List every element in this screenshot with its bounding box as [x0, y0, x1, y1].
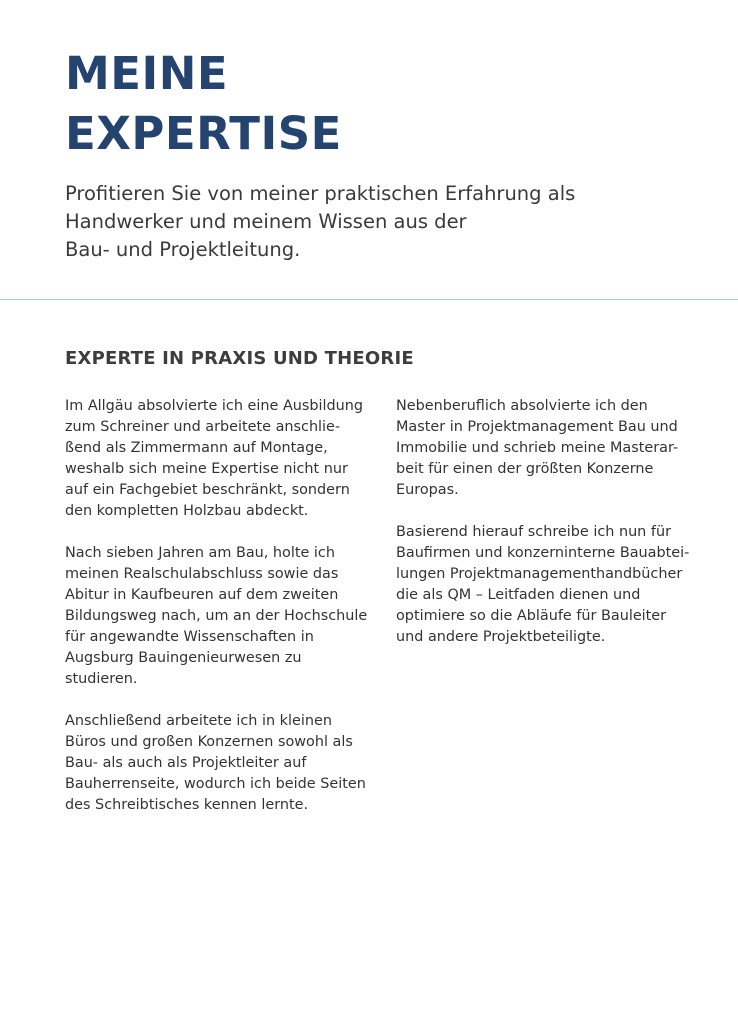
page-title-line: EXPERTISE — [65, 107, 342, 160]
text-line: Basierend hierauf schreibe ich nun für — [396, 524, 671, 540]
text-line: Master in Projektmanagement Bau und — [396, 419, 678, 435]
paragraph — [65, 711, 380, 816]
text-line: Bauherrenseite, wodurch ich beide Seiten — [65, 776, 366, 792]
text-line: meinen Realschulabschluss sowie das — [65, 566, 339, 582]
paragraph — [396, 396, 711, 501]
intro-line: Bau- und Projektleitung. — [65, 238, 301, 261]
text-line: Augsburg Bauingenieurwesen zu — [65, 650, 302, 666]
paragraph — [396, 522, 711, 648]
intro-line: Profitieren Sie von meiner praktischen Erfahrung als — [65, 182, 576, 205]
paragraph — [65, 396, 380, 522]
text-line: zum Schreiner und arbeitete anschlie- — [65, 419, 341, 435]
page-title-line: MEINE — [65, 47, 229, 100]
text-line: Abitur in Kaufbeuren auf dem zweiten — [65, 587, 339, 603]
text-line: optimiere so die Abläufe für Bauleiter — [396, 608, 667, 624]
text-line: ßend als Zimmermann auf Montage, — [65, 440, 328, 456]
text-line: die als QM – Leitfaden dienen und — [396, 587, 641, 603]
left-column — [65, 396, 380, 837]
text-line: Nach sieben Jahren am Bau, holte ich — [65, 545, 335, 561]
text-line: auf ein Fachgebiet beschränkt, sondern — [65, 482, 350, 498]
text-line: des Schreibtisches kennen lernte. — [65, 797, 309, 813]
text-line: Bildungsweg nach, um an der Hochschule — [65, 608, 368, 624]
text-line: studieren. — [65, 671, 138, 687]
intro-text — [65, 180, 685, 264]
text-line: Bau- als auch als Projektleiter auf — [65, 755, 307, 771]
text-line: Baufirmen und konzerninterne Bauabtei- — [396, 545, 690, 561]
section-heading: EXPERTE IN PRAXIS UND THEORIE — [65, 348, 414, 369]
text-line: Im Allgäu absolvierte ich eine Ausbildung — [65, 398, 364, 414]
text-line: Anschließend arbeitete ich in kleinen — [65, 713, 332, 729]
text-line: Europas. — [396, 482, 459, 498]
text-line: Immobilie und schrieb meine Masterar- — [396, 440, 679, 456]
text-line: lungen Projektmanagementhandbücher — [396, 566, 683, 582]
text-line: weshalb sich meine Expertise nicht nur — [65, 461, 348, 477]
page-title — [65, 44, 342, 164]
section-divider — [0, 299, 738, 300]
text-line: für angewandte Wissenschaften in — [65, 629, 314, 645]
text-line: den kompletten Holzbau abdeckt. — [65, 503, 309, 519]
text-line: beit für einen der größten Konzerne — [396, 461, 654, 477]
text-line: Büros und großen Konzernen sowohl als — [65, 734, 353, 750]
text-line: und andere Projektbeteiligte. — [396, 629, 606, 645]
right-column — [396, 396, 711, 669]
paragraph — [65, 543, 380, 690]
text-line: Nebenberuflich absolvierte ich den — [396, 398, 648, 414]
intro-line: Handwerker und meinem Wissen aus der — [65, 210, 467, 233]
